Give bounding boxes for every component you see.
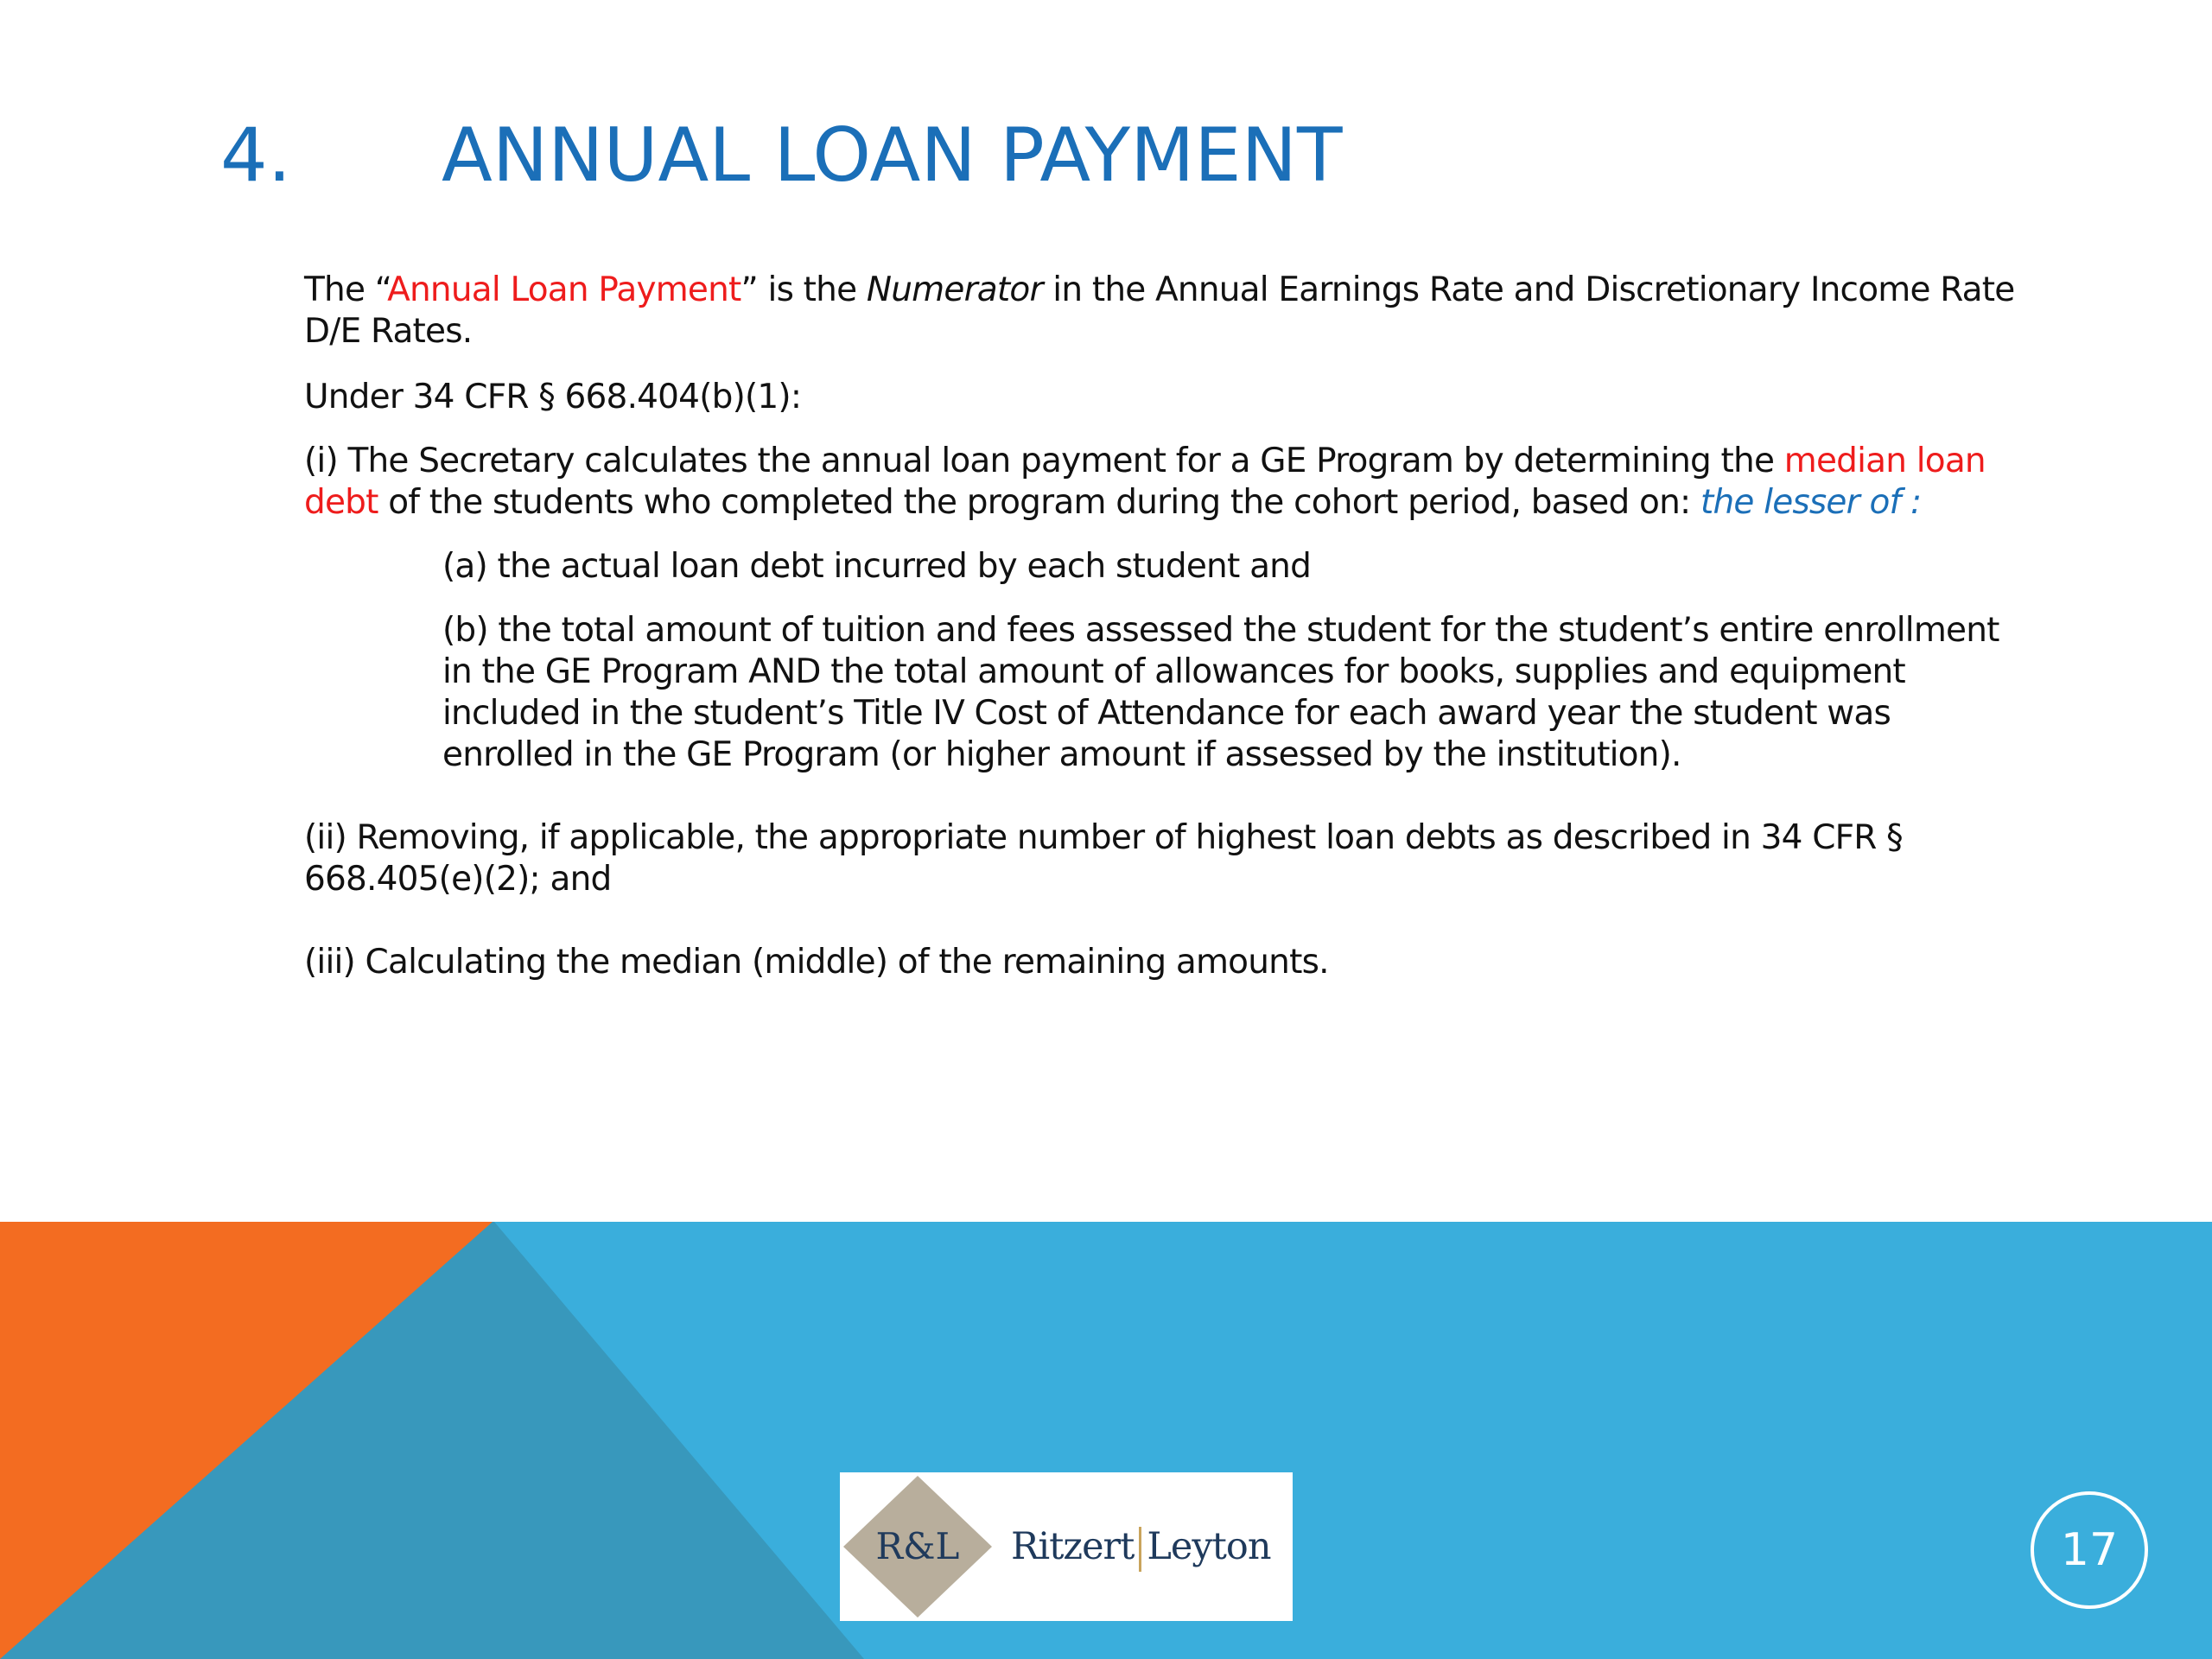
slide-body — [304, 270, 2024, 983]
logo-initials: R&L — [875, 1525, 960, 1567]
text-run: The “ — [304, 270, 388, 309]
logo-name-first: Ritzert — [1011, 1525, 1135, 1568]
paragraph-item-iii: (iii) Calculating the median (middle) of the remaining amounts. — [304, 943, 1329, 982]
highlight-median-loan-debt: median loan debt — [304, 442, 1986, 522]
text-run: of the students who completed the program during the cohort period, based on: — [378, 483, 1700, 522]
paragraph-item-i — [304, 441, 2024, 524]
text-run: ” is the — [741, 270, 867, 309]
paragraph-item-ii: (ii) Removing, if applicable, the appropriate number of highest loan debts as described in 34 CFR § 668.405(e)(2); and — [304, 818, 1903, 899]
text-run: in the Annual Earnings Rate and Discretionary Income Rate D/E Rates. — [304, 270, 2015, 351]
logo-separator — [1139, 1527, 1141, 1572]
paragraph-definition — [304, 270, 2024, 353]
highlight-annual-loan-payment: Annual Loan Payment — [387, 270, 741, 309]
highlight-lesser-of: the lesser of : — [1700, 483, 1922, 522]
title-text: ANNUAL LOAN PAYMENT — [442, 112, 1343, 199]
company-logo — [840, 1472, 1293, 1621]
text-run: (i) The Secretary calculates the annual loan payment for a GE Program by determining the — [304, 442, 1784, 480]
slide-title — [220, 104, 1343, 207]
page-number-badge: 17 — [2031, 1491, 2148, 1609]
logo-name — [1011, 1521, 1293, 1573]
paragraph-item-a: (a) the actual loan debt incurred by each student and — [442, 547, 1312, 586]
paragraph-item-b: (b) the total amount of tuition and fees assessed the student for the student’s entire enrollment in the GE Program AND the total amount of allowances for books, supplies and equipment included in the student’s Title IV Cost of Attendance for each award year the student was enrolled in the GE Program (or higher amount if assessed by the institution). — [442, 611, 1999, 774]
paragraph-citation: Under 34 CFR § 668.404(b)(1): — [304, 378, 802, 416]
italic-numerator: Numerator — [866, 270, 1043, 309]
logo-name-second: Leyton — [1147, 1525, 1271, 1568]
title-number: 4. — [220, 112, 292, 199]
